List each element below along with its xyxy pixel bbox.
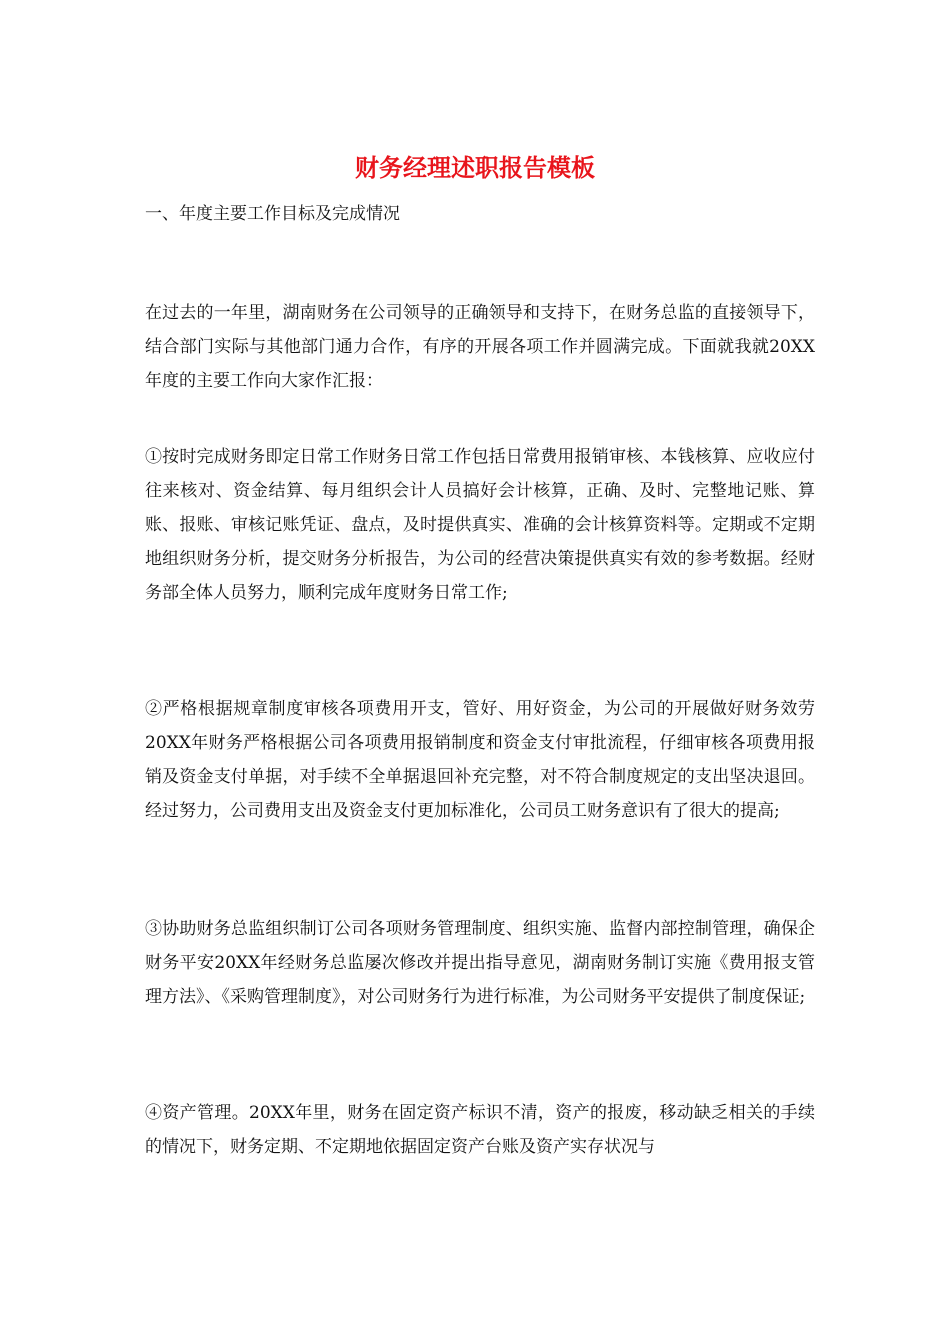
section-heading: 一、年度主要工作目标及完成情况 — [145, 204, 400, 224]
paragraph-item-2: ②严格根据规章制度审核各项费用开支，管好、用好资金，为公司的开展做好财务效劳20XX年财务严格根据公司各项费用报销制度和资金支付审批流程，仔细审核各项费用报销及资金支付单据，对手续不全单据退回补充完整，对不符合制度规定的支出坚决退回。经过努力，公司费用支出及资金支付更加标准化，公司员工财务意识有了很大的提高; — [145, 699, 815, 821]
paragraph-item-3: ③协助财务总监组织制订公司各项财务管理制度、组织实施、监督内部控制管理，确保企财务平安20XX年经财务总监屡次修改并提出指导意见，湖南财务制订实施《费用报支管理方法》、《采购管理制度》，对公司财务行为进行标准，为公司财务平安提供了制度保证; — [145, 919, 815, 1007]
document-title: 财务经理述职报告模板 — [355, 153, 595, 182]
paragraph-item-1: ①按时完成财务即定日常工作财务日常工作包括日常费用报销审核、本钱核算、应收应付往来核对、资金结算、每月组织会计人员搞好会计核算，正确、及时、完整地记账、算账、报账、审核记账凭证、盘点，及时提供真实、准确的会计核算资料等。定期或不定期地组织财务分析，提交财务分析报告，为公司的经营决策提供真实有效的参考数据。经财务部全体人员努力，顺利完成年度财务日常工作; — [145, 447, 815, 603]
paragraph-intro: 在过去的一年里，湖南财务在公司领导的正确领导和支持下，在财务总监的直接领导下，结合部门实际与其他部门通力合作，有序的开展各项工作并圆满完成。下面就我就20XX年度的主要工作向大家作汇报： — [145, 303, 815, 391]
paragraph-item-4: ④资产管理。20XX年里，财务在固定资产标识不清，资产的报废，移动缺乏相关的手续的情况下，财务定期、不定期地依据固定资产台账及资产实存状况与 — [145, 1103, 815, 1157]
